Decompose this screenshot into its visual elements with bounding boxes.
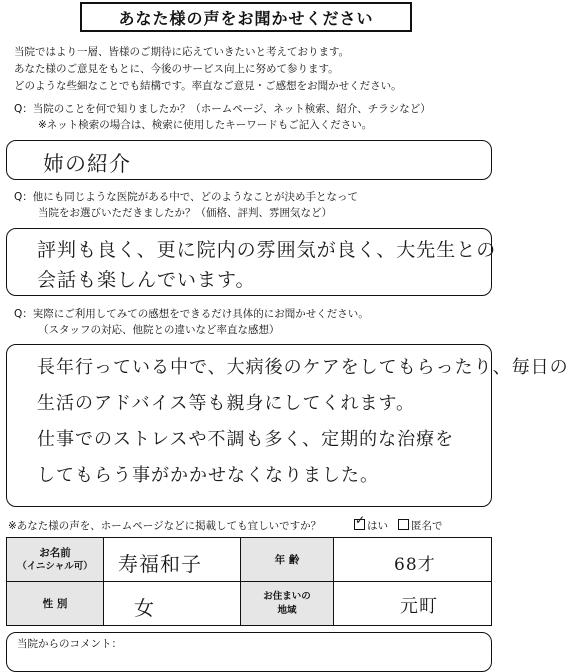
handwritten-answer: 生活のアドバイス等も親身にしてくれます。	[37, 393, 416, 414]
gender-label-cell	[7, 582, 104, 626]
question-2	[14, 189, 358, 221]
handwritten-gender: 女	[134, 596, 155, 620]
publish-consent	[8, 518, 443, 533]
handwritten-answer: 仕事でのストレスや不調も多く、定期的な治療を	[37, 429, 455, 450]
address-label: お住まいの	[263, 590, 311, 602]
answer-box-2[interactable]	[6, 228, 497, 296]
checkbox-anonymous[interactable]	[398, 519, 409, 530]
clinic-comment-box	[6, 632, 492, 672]
name-label-cell	[7, 538, 104, 582]
intro-text	[14, 44, 402, 95]
respondent-info-table	[6, 537, 492, 626]
age-value-cell[interactable]	[334, 538, 492, 582]
question-note: （スタッフの対応、他院との違いなど率直な感想）	[38, 324, 280, 336]
address-label-2: 地域	[277, 604, 297, 616]
handwritten-answer: 姉の紹介	[43, 152, 131, 176]
option-yes-label: はい	[367, 520, 388, 532]
handwritten-answer: 評判も良く、更に院内の雰囲気が良く、大先生との	[37, 239, 497, 261]
age-label-cell	[241, 538, 334, 582]
comment-label: 当院からのコメント：	[17, 638, 122, 650]
handwritten-age: 68才	[394, 555, 436, 575]
option-anonymous-label: 匿名で	[411, 520, 443, 532]
question-text: Q：実際にご利用してみての感想をできるだけ具体的にお聞かせください。	[14, 308, 369, 320]
age-label: 年 齢	[274, 553, 300, 566]
intro-line: どのような些細なことでも結構です。率直なご意見・ご感想をお聞かせください。	[14, 80, 402, 92]
name-sublabel: （イニシャル可）	[17, 560, 93, 572]
handwritten-name: 寿福和子	[118, 552, 202, 576]
question-text: Q：当院のことを何で知りましたか？（ホームページ、ネット検索、紹介、チラシなど）	[14, 103, 431, 115]
handwritten-answer: 長年行っている中で、大病後のケアをしてもらったり、毎日の	[37, 357, 569, 378]
publish-question: ※あなた様の声を、ホームページなどに掲載しても宜しいですか？	[8, 520, 322, 532]
name-value-cell[interactable]	[104, 538, 241, 582]
question-note: 当院をお選びいただきましたか？（価格、評判、雰囲気など）	[38, 207, 332, 219]
name-label: お名前	[39, 546, 71, 559]
question-3	[14, 306, 369, 338]
page-title: あなた様の声をお聞かせください	[80, 2, 412, 32]
checkbox-yes[interactable]	[354, 519, 365, 530]
question-note: ※ネット検索の場合は、検索に使用したキーワードもご記入ください。	[38, 119, 373, 131]
address-value-cell[interactable]	[334, 582, 492, 626]
intro-line: あなた様のご意見をもとに、今後のサービス向上に努めて参ります。	[14, 63, 339, 75]
answer-box-3[interactable]	[6, 344, 569, 507]
gender-value-cell[interactable]	[104, 582, 241, 626]
question-1	[14, 101, 431, 133]
question-text: Q：他にも同じような医院がある中で、どのようなことが決め手となって	[14, 191, 359, 203]
intro-line: 当院ではより一層、皆様のご期待に応えていきたいと考えております。	[14, 46, 350, 58]
gender-label: 性 別	[42, 597, 68, 610]
handwritten-address: 元町	[400, 596, 438, 617]
handwritten-answer: してもらう事がかかせなくなりました。	[37, 465, 379, 486]
handwritten-answer: 会話も楽しんでいます。	[37, 269, 256, 291]
answer-box-1[interactable]	[6, 140, 492, 180]
address-label-cell	[241, 582, 334, 626]
publish-options	[354, 518, 443, 533]
